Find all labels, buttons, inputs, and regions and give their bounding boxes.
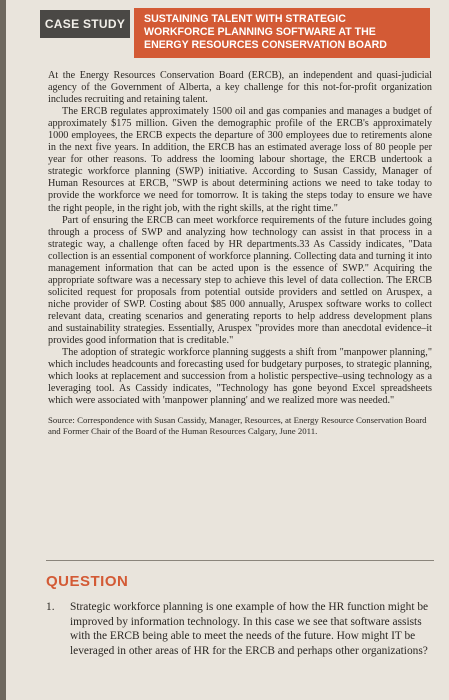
section-divider <box>46 560 434 561</box>
case-study-title <box>134 8 430 58</box>
case-study-body <box>48 70 432 437</box>
source-note: Source: Correspondence with Susan Cassidy, Manager, Resources, at Energy Resource Conservation Board and Former Chair of the Board of the Human Resources Calgary, June 2011. <box>48 415 427 437</box>
question-heading: QUESTION <box>46 573 129 590</box>
case-study-header <box>6 0 449 62</box>
question-text: Strategic workforce planning is one example of how the HR function might be improved by information technology. In this case we see that software assists with the ERCB being able to meet the needs of the future. How might IT be leveraged in other areas of HR for the ERCB and perhaps other organizations? <box>70 601 429 657</box>
title-line: SUSTAINING TALENT WITH STRATEGIC <box>144 13 346 25</box>
textbook-page <box>6 0 449 700</box>
case-study-tag: CASE STUDY <box>40 10 130 38</box>
paragraph: The ERCB regulates approximately 1500 oil and gas companies and manages a budget of approximately $175 million. Given the demographic profile of the ERCB's approximately 1000 employees, the ERCB expects the departure of 300 employees due to retirements alone in the next five years. In addition, the ERCB has an estimated average loss of 80 people per year for other reasons. To address the looming labour shortage, the ERCB undertook a strategic workforce planning (SWP) initiative. According to Susan Cassidy, Manager of Human Resources at ERCB, "SWP is about determining actions we need to take today to provide the workforce we need for tomorrow. It is taking the steps today to ensure we have the right people, in the right job, with the right skills, at the right time." <box>48 106 432 214</box>
question-item <box>46 600 434 658</box>
question-number: 1. <box>46 601 55 613</box>
title-line: ENERGY RESOURCES CONSERVATION BOARD <box>144 39 387 51</box>
paragraph: The adoption of strategic workforce planning suggests a shift from "manpower planning," which includes headcounts and forecasting used for budgetary purposes, to strategic planning, which looks at replacement and succession from a holistic perspective–using technology as a leveraging tool. As Cassidy indicates, "Technology has gone beyond Excel spreadsheets which were associated with 'manpower planning' and we realized more was needed." <box>48 347 432 407</box>
paragraph: Part of ensuring the ERCB can meet workforce requirements of the future includes going through a process of SWP and analyzing how technology can assist in that process in a strategic way, a challenge often faced by HR departments.33 As Cassidy indicates, "Data collection is an essential component of workforce planning. Collecting data and turning it into management information that can be acted upon is the essence of SWP." Acquiring the appropriate software was a necessary step to achieve this level of data collection. The ERCB solicited request for proposals from potential outside providers and settled on Aruspex, a niche provider of SWP. Costing about $85 000 annually, Aruspex software works to collect relevant data, creating scenarios and generating reports to help address development plans and sustainability strategies. Essentially, Aruspex "provides more than anecdotal evidence–it provides good information that is creditable." <box>48 214 432 347</box>
paragraph: At the Energy Resources Conservation Board (ERCB), an independent and quasi-judicial agency of the Government of Alberta, a key challenge for this not-for-profit organization includes recruiting and retaining talent. <box>48 70 432 106</box>
title-line: WORKFORCE PLANNING SOFTWARE AT THE <box>144 26 376 38</box>
